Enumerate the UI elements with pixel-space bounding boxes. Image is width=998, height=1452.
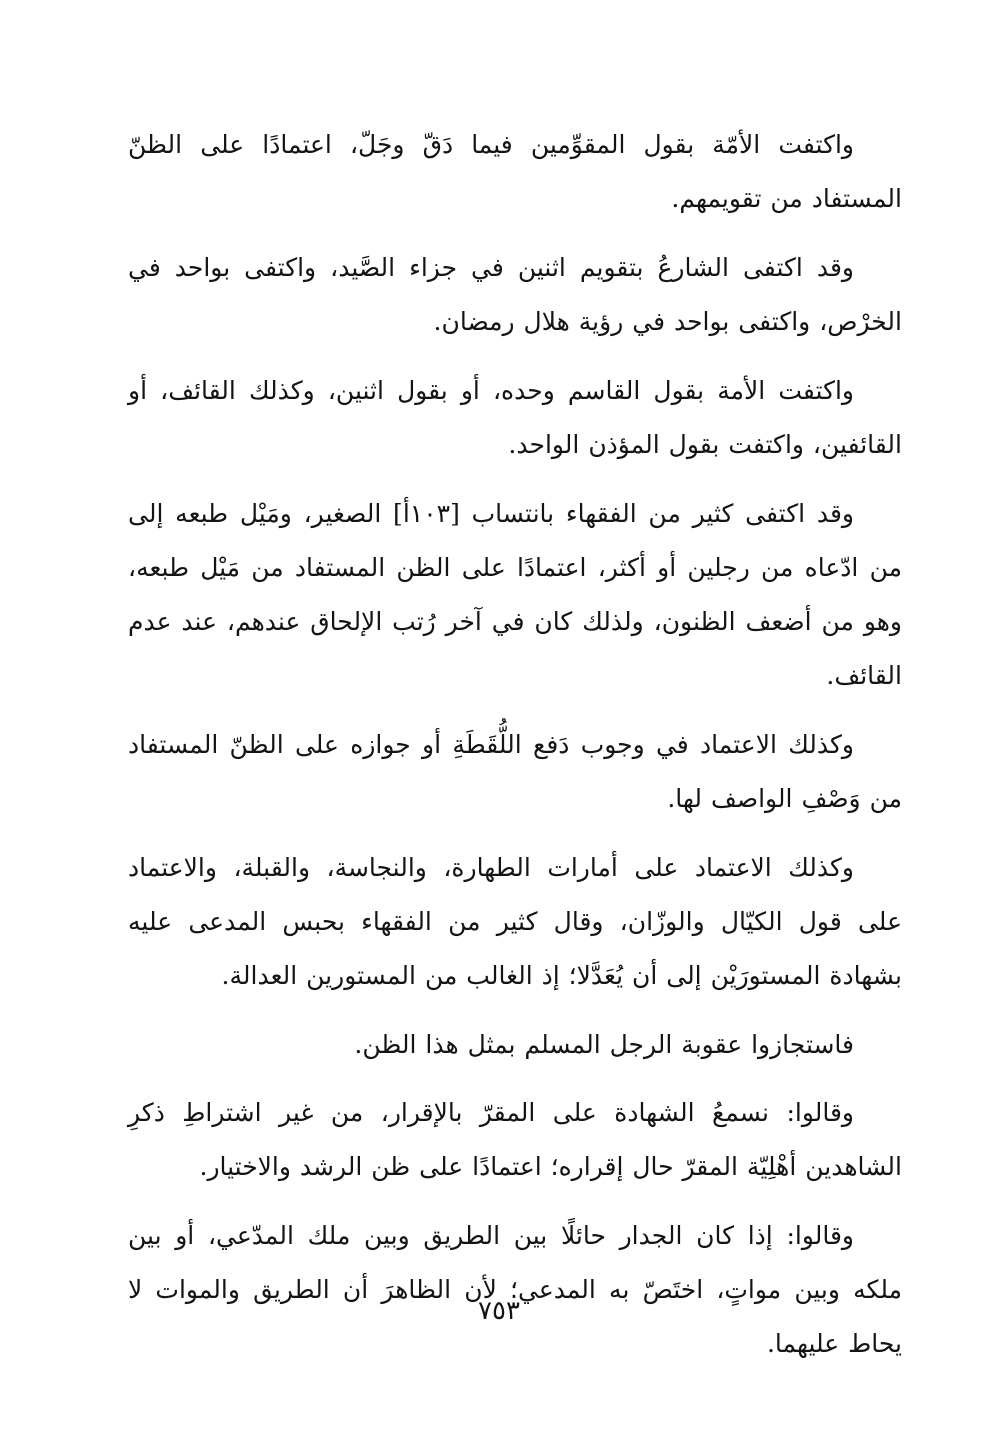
paragraph: وكذلك الاعتماد في وجوب دَفع اللُّقَطَةِ أو جوازه على الظنّ المستفاد من وَصْفِ الواصف لها.: [128, 730, 902, 813]
paragraph: وقالوا: إذا كان الجدار حائلًا بين الطريق وبين ملك المدّعي، أو بين ملكه وبين مواتٍ، اختَصّ به المدعي؛ لأن الظاهرَ أن الطريق والموات لا يحاط عليهما.: [128, 1221, 902, 1358]
paragraph: واكتفت الأمّة بقول المقوِّمين فيما دَقّ وجَلّ، اعتمادًا على الظنّ المستفاد من تقويمهم.: [128, 130, 902, 213]
page-number: ٧٥٣: [478, 1296, 520, 1326]
paragraph: فاستجازوا عقوبة الرجل المسلم بمثل هذا الظن.: [354, 1030, 854, 1059]
paragraph: وكذلك الاعتماد على أمارات الطهارة، والنجاسة، والقبلة، والاعتماد على قول الكيّال والوزّان، وقال كثير من الفقهاء بحبس المدعى عليه بشهادة المستورَيْن إلى أن يُعَدَّلا؛ إذ الغالب من المستورين العدالة.: [128, 853, 902, 990]
paragraph: وقالوا: نسمعُ الشهادة على المقرّ بالإقرار، من غير اشتراطِ ذكرِ الشاهدين أهْلِيّة المقرّ حال إقراره؛ اعتمادًا على ظن الرشد والاختيار.: [128, 1098, 902, 1181]
page-body: [128, 118, 902, 1386]
paragraph: وقد اكتفى الشارعُ بتقويم اثنين في جزاء الصَّيد، واكتفى بواحد في الخرْص، واكتفى بواحد في رؤية هلال رمضان.: [128, 253, 902, 336]
paragraph: واكتفت الأمة بقول القاسم وحده، أو بقول اثنين، وكذلك القائف، أو القائفين، واكتفت بقول المؤذن الواحد.: [128, 376, 902, 459]
paragraph: وقد اكتفى كثير من الفقهاء بانتساب [١٠٣أ] الصغير، ومَيْل طبعه إلى من ادّعاه من رجلين أو أكثر، اعتمادًا على الظن المستفاد من مَيْل طبعه، وهو من أضعف الظنون، ولذلك كان في آخر رُتب الإلحاق عندهم، عند عدم القائف.: [128, 499, 902, 690]
